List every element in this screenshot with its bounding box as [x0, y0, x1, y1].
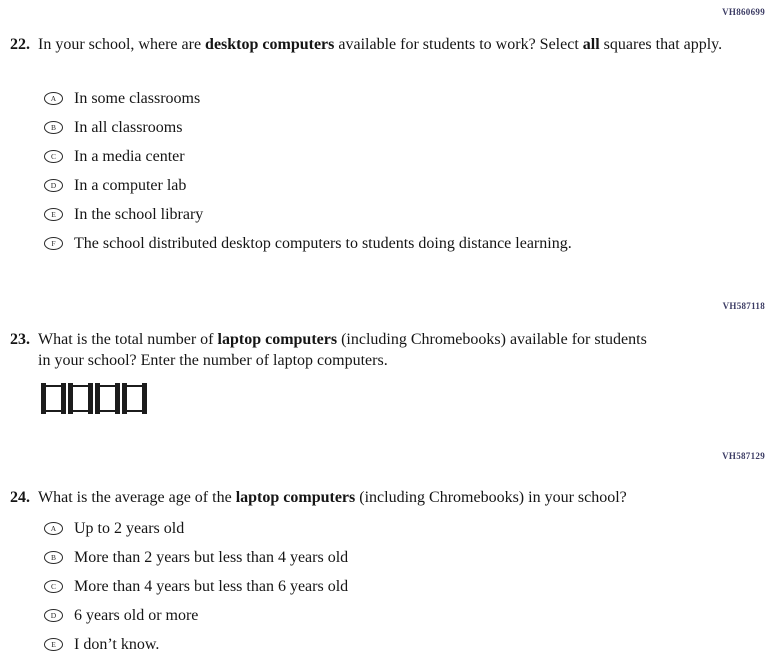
question-text-segment-bold: desktop computers	[205, 36, 335, 53]
answer-option[interactable]	[44, 200, 572, 229]
option-label: In the school library	[74, 205, 204, 223]
answer-option[interactable]	[44, 630, 348, 659]
number-entry-boxes	[42, 381, 146, 412]
option-bubble-icon[interactable]: D	[44, 609, 63, 622]
question-text-segment: What is the average age of the	[38, 489, 236, 506]
option-label: More than 4 years but less than 6 years old	[74, 577, 349, 595]
option-label: Up to 2 years old	[74, 519, 185, 537]
question-text-segment: What is the total number of	[38, 331, 218, 348]
question-text	[38, 487, 769, 508]
question-number: 22.	[10, 36, 30, 53]
question-text-segment: (including Chromebooks) in your school?	[355, 489, 627, 506]
option-bubble-icon[interactable]: A	[44, 522, 63, 535]
answer-option[interactable]	[44, 142, 572, 171]
option-label: The school distributed desktop computers to students doing distance learning.	[74, 234, 572, 252]
answer-option[interactable]	[44, 572, 348, 601]
option-label: In a computer lab	[74, 176, 187, 194]
question-code: VH587129	[722, 451, 765, 461]
option-bubble-icon[interactable]: C	[44, 580, 63, 593]
question-number: 23.	[10, 331, 30, 348]
question-text-segment: squares that apply.	[599, 36, 723, 53]
digit-entry-box[interactable]	[96, 385, 119, 412]
answer-option[interactable]	[44, 84, 572, 113]
question-code: VH587118	[722, 301, 765, 311]
question-text-segment: In your school, where are	[38, 36, 206, 53]
option-bubble-icon[interactable]: F	[44, 237, 63, 250]
digit-entry-box[interactable]	[123, 385, 146, 412]
question-text-segment: available for students to work? Select	[334, 36, 583, 53]
option-label: In some classrooms	[74, 89, 201, 107]
question-22-options	[44, 84, 572, 258]
option-label: 6 years old or more	[74, 606, 199, 624]
question-text-segment: (including Chromebooks) available for students in your school? Enter the number of laptop computers.	[38, 331, 647, 369]
option-bubble-icon[interactable]: E	[44, 638, 63, 651]
option-label: I don’t know.	[74, 635, 160, 653]
question-number: 24.	[10, 489, 30, 506]
question-text-segment-bold: laptop computers	[235, 489, 356, 506]
option-label: In a media center	[74, 147, 185, 165]
question-text	[38, 329, 656, 371]
question-text-segment-bold: all	[582, 36, 600, 53]
digit-entry-box[interactable]	[69, 385, 92, 412]
option-bubble-icon[interactable]: A	[44, 92, 63, 105]
answer-option[interactable]	[44, 543, 348, 572]
question-text	[38, 34, 769, 55]
question-24	[10, 487, 769, 508]
digit-entry-box[interactable]	[42, 385, 65, 412]
question-24-options	[44, 514, 348, 659]
option-bubble-icon[interactable]: E	[44, 208, 63, 221]
question-text-segment-bold: laptop computers	[217, 331, 338, 348]
option-bubble-icon[interactable]: B	[44, 121, 63, 134]
question-22	[10, 34, 769, 55]
answer-option[interactable]	[44, 171, 572, 200]
answer-option[interactable]	[44, 113, 572, 142]
question-code: VH860699	[722, 7, 765, 17]
answer-option[interactable]	[44, 601, 348, 630]
answer-option[interactable]	[44, 229, 572, 258]
option-bubble-icon[interactable]: C	[44, 150, 63, 163]
question-23	[10, 329, 769, 371]
option-bubble-icon[interactable]: D	[44, 179, 63, 192]
option-bubble-icon[interactable]: B	[44, 551, 63, 564]
option-label: In all classrooms	[74, 118, 183, 136]
answer-option[interactable]	[44, 514, 348, 543]
option-label: More than 2 years but less than 4 years old	[74, 548, 349, 566]
